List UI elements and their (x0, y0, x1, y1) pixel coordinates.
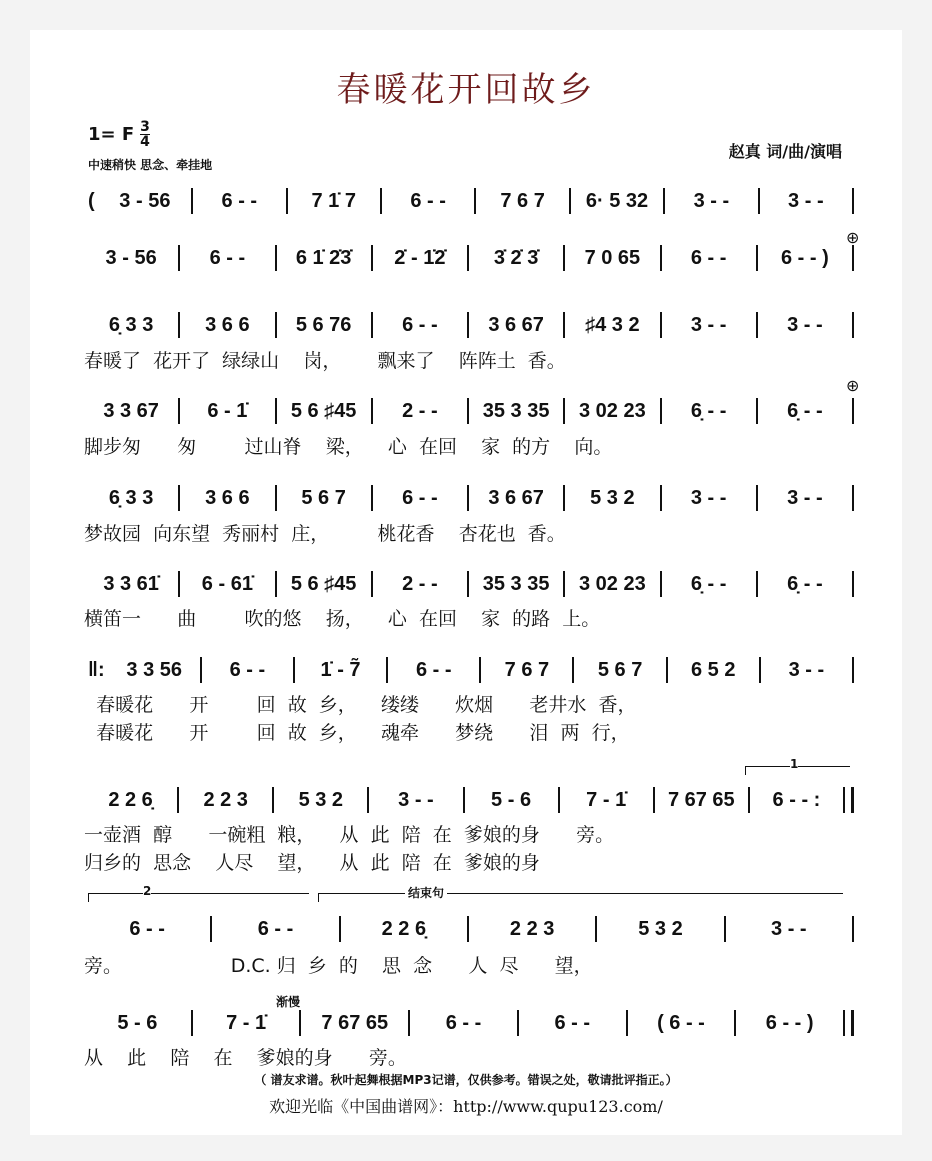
composer-credit: 赵真 词/曲/演唱 (728, 142, 842, 161)
measure: 3 - - (771, 917, 807, 940)
measure: 6 - 61̇ (201, 572, 253, 595)
footer-note: （ 谱友求谱。秋叶起舞根据MP3记谱，仅供参考。错误之处，敬请批评指正。） (254, 1073, 678, 1087)
measure: 3 - - (690, 313, 727, 336)
time-top: 3 (140, 119, 150, 135)
measure: 6 - - (445, 1011, 482, 1034)
measure: 3 3 61̇ (103, 572, 159, 595)
measure: 6̣ - - (690, 399, 727, 422)
lyric-line: 横笛一 曲 吹的悠 扬， 心 在回 家 的路 上。 (84, 608, 601, 630)
measure: 7 - 1̇ (586, 788, 627, 811)
measure: 7 67 65 (321, 1011, 389, 1034)
measure: 3 - - (787, 486, 823, 509)
measure: 7 6 7 (500, 189, 545, 212)
measure: 6 - - (402, 486, 438, 509)
end-barline (852, 188, 854, 214)
time-bottom: 4 (140, 134, 150, 150)
volta-2-label: 2 (143, 884, 152, 898)
notation-row (84, 656, 854, 684)
measure: 3 - - (398, 788, 434, 811)
measure: 2 - - (402, 572, 438, 595)
notation-row (84, 484, 854, 512)
measure: 2 2 3 (509, 917, 555, 940)
end-barline (852, 657, 854, 683)
measure: 3 - - (788, 189, 824, 212)
end-barline (852, 312, 854, 338)
measure: 6 - - (221, 189, 258, 212)
footer-site: 欢迎光临《中国曲谱网》：http://www.qupu123.com/ (269, 1097, 663, 1116)
measure: 3 02 23 (579, 399, 646, 422)
measure: 3 - - (690, 486, 727, 509)
measure: 6 - - (690, 246, 727, 269)
measure: 6 - - ) (780, 246, 829, 269)
measure: 3 - - (693, 189, 730, 212)
measure: 5 6 ♯45 (290, 572, 357, 595)
measure: 3 - - (788, 658, 825, 681)
measure: 7 6 7 (504, 658, 550, 681)
measure: 3 6 6 (205, 313, 250, 336)
measure: 3 3 67 (103, 399, 159, 422)
measure: 5 6 ♯45 (290, 399, 357, 422)
volta-1-bracket (745, 757, 850, 775)
measure: 6 - 1̇ (207, 399, 248, 422)
measure: 3 6 6 (205, 486, 250, 509)
measure: 6 1̇ 2̇3̇ (295, 246, 352, 269)
measure: 6̣ 3 3 (108, 486, 154, 509)
measure: 5 3 2 (590, 486, 635, 509)
measure: 3̇ 2̇ 3̇ (493, 246, 539, 269)
measure: 6 - - ) (765, 1011, 814, 1034)
volta-1-label: 1 (790, 757, 799, 771)
measure: 6 5 2 (691, 658, 736, 681)
song-title: 春暖花开回故乡 (336, 70, 596, 110)
end-barline (843, 1010, 854, 1036)
notation-row (84, 187, 854, 215)
key-signature (88, 120, 150, 149)
measure: 6· 5 32 (585, 189, 649, 212)
notation-row (84, 244, 854, 272)
measure: 3 3 56 (126, 658, 183, 681)
measure: 6 - - : (772, 788, 821, 811)
lyric-line: 脚步匆 匆 过山脊 梁， 心 在回 家 的方 向。 (84, 436, 613, 458)
measure: 2 2 3 (203, 788, 248, 811)
tempo-marking: 中速稍快 思念、牵挂地 (88, 158, 213, 172)
lyric-line: 一壶酒 醇 一碗粗 粮， 从 此 陪 在 爹娘的身 旁。 (84, 824, 615, 846)
lyric-line: 归乡的 思念 人尽 望， 从 此 陪 在 爹娘的身 (84, 852, 540, 874)
key-label: 1= F (88, 124, 135, 145)
lyric-line: 春暖花 开 回 故 乡， 缕缕 炊烟 老井水 香， (84, 694, 637, 716)
measure: 1̇ - 7̃ (320, 658, 361, 681)
measure: 5 - 6 (117, 1011, 158, 1034)
row-open: ‖: (88, 658, 105, 681)
measure: 2 2 6̣ (381, 917, 427, 940)
end-barline (852, 571, 854, 597)
row-open: ( (88, 189, 95, 212)
measure: 6 - - (554, 1011, 591, 1034)
measure: 5 6 7 (597, 658, 643, 681)
lyric-line: 梦故园 向东望 秀丽村 庄， 桃花香 杏花也 香。 (84, 523, 566, 545)
coda-icon: ⊕ (846, 376, 860, 395)
measure: 6 - - (129, 917, 165, 940)
measure: 6̣ 3 3 (108, 313, 154, 336)
measure: 5 3 2 (298, 788, 344, 811)
measure: 6 - - (415, 658, 452, 681)
measure: 35 3 35 (482, 399, 550, 422)
measure: 6 - - (257, 917, 294, 940)
measure: 2 - - (402, 399, 438, 422)
lyric-line: 春暖花 开 回 故 乡， 魂牵 梦绕 泪 两 行， (84, 722, 630, 744)
volta-2-bracket (88, 884, 309, 902)
measure: 7 0 65 (584, 246, 641, 269)
measure: ♯4 3 2 (585, 313, 640, 336)
measure: 6 - - (402, 313, 438, 336)
measure: 7 67 65 (667, 788, 735, 811)
measure: 3 - - (787, 313, 823, 336)
measure: 3 - 56 (105, 246, 157, 269)
measure: 5 6 76 (295, 313, 352, 336)
notation-row (84, 570, 854, 598)
measure: ( 6 - - (657, 1011, 705, 1034)
end-barline (852, 398, 854, 424)
ending-bracket (318, 886, 843, 902)
measure: 6̣ - - (690, 572, 727, 595)
ritardando-mark: 渐慢 (276, 995, 301, 1009)
notation-row (84, 786, 854, 814)
measure: 3 6 67 (488, 486, 544, 509)
measure: 6 - - (410, 189, 446, 212)
measure: 7 1̇ 7 (311, 189, 356, 212)
end-barline (843, 787, 854, 813)
notation-row (84, 397, 854, 425)
measure: 3 6 67 (488, 313, 544, 336)
measure: 2̇ - 1̇2̇ (394, 246, 446, 269)
lyric-line: 从 此 陪 在 爹娘的身 旁。 (84, 1047, 407, 1069)
notation-row (84, 1009, 854, 1037)
end-barline (852, 245, 854, 271)
notation-row (84, 915, 854, 943)
measure: 35 3 35 (482, 572, 550, 595)
time-signature (140, 120, 150, 149)
measure: 5 3 2 (638, 917, 683, 940)
end-barline (852, 485, 854, 511)
lyric-line: 旁。 D.C. 归 乡 的 思 念 人 尽 望， (84, 955, 593, 977)
measure: 5 6 7 (301, 486, 346, 509)
notation-row (84, 311, 854, 339)
lyric-line: 春暖了 花开了 绿绿山 岗， 飘来了 阵阵土 香。 (84, 350, 566, 372)
measure: 6 - - (209, 246, 246, 269)
end-barline (852, 916, 854, 942)
measure: 6̣ - - (787, 572, 823, 595)
measure: 3 - 56 (119, 189, 171, 212)
measure: 7 - 1̇ (226, 1011, 267, 1034)
measure: 6̣ - - (787, 399, 823, 422)
coda-icon: ⊕ (846, 228, 860, 247)
measure: 6 - - (229, 658, 266, 681)
ending-label: 结束句 (405, 884, 447, 901)
measure: 2 2 6̣ (108, 788, 153, 811)
measure: 5 - 6 (491, 788, 532, 811)
measure: 3 02 23 (579, 572, 646, 595)
